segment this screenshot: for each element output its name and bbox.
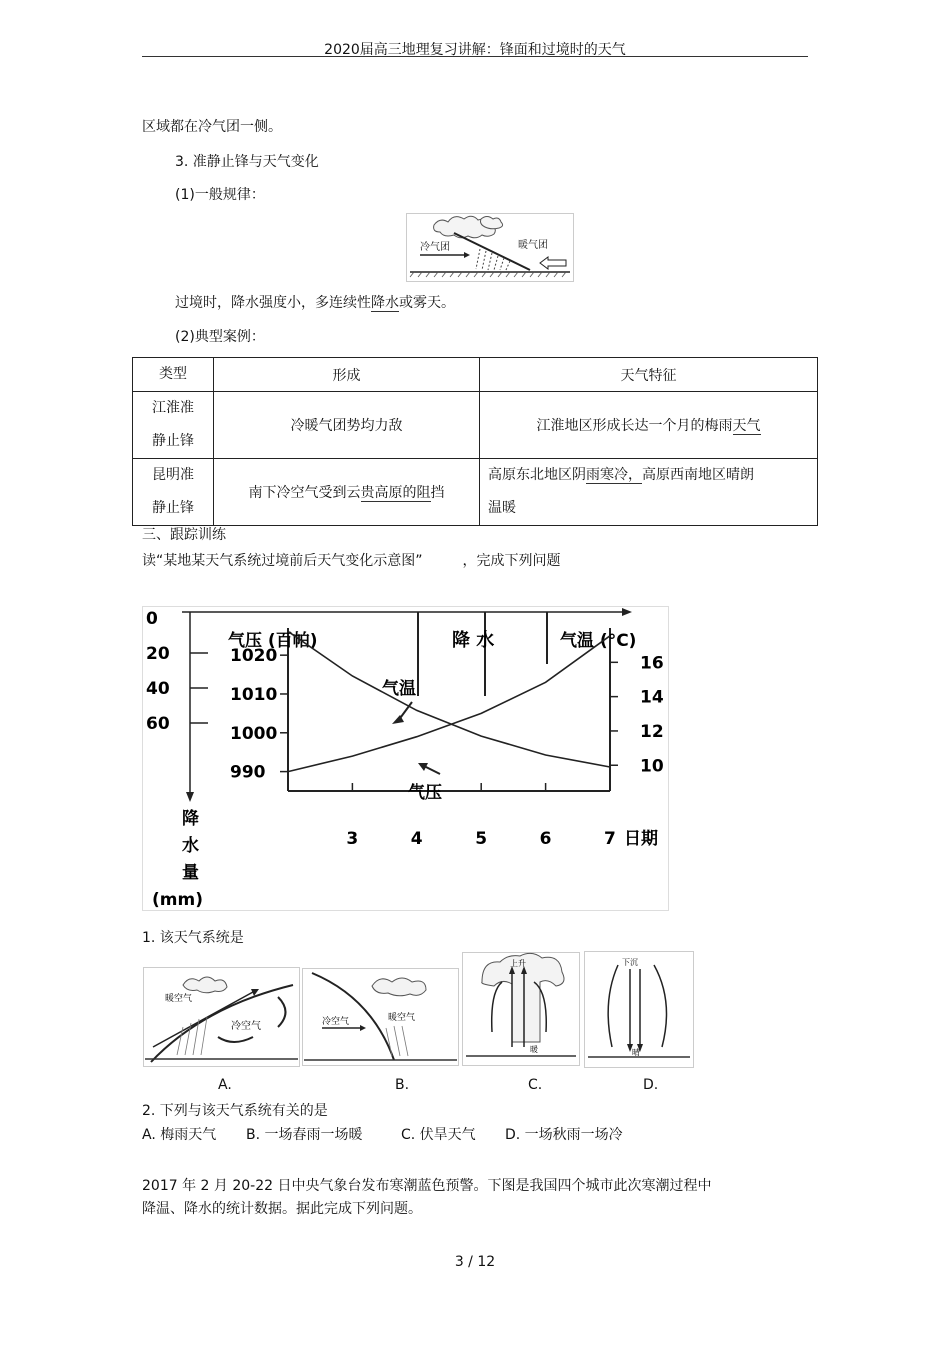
temperature-axis-title: 气温 (°C) — [560, 631, 637, 651]
precip-tick-label: 20 — [146, 644, 170, 664]
practice-heading: 三、跟踪训练 — [142, 527, 226, 543]
date-tick-label: 6 — [539, 829, 552, 849]
q2-option-b: B. 一场春雨一场暖 — [246, 1127, 363, 1143]
temperature-tick-label: 10 — [640, 756, 664, 777]
question-2: 2. 下列与该天气系统有关的是 — [142, 1103, 328, 1119]
page-header: 2020届高三地理复习讲解：锋面和过境时的天气 — [324, 42, 626, 58]
passage-line-2: 降温、降水的统计数据。据此完成下列问题。 — [142, 1201, 422, 1217]
front-cases-table — [132, 357, 818, 526]
transit-description: 过境时，降水强度小，多连续性降水或雾天。 — [175, 295, 455, 311]
general-rule-label: (1)一般规律： — [175, 187, 265, 203]
precip-tick-label: 0 — [146, 609, 158, 629]
table-header-formation: 形成 — [214, 358, 480, 392]
option-d-label: D. — [643, 1077, 659, 1093]
precip-axis-label: 水 — [182, 836, 199, 856]
option-c-figure — [462, 952, 580, 1066]
row-type-line: 江淮准 — [152, 400, 194, 416]
precip-tick-label: 40 — [146, 679, 170, 699]
option-b-figure — [302, 968, 459, 1066]
typical-cases-label: (2)典型案例： — [175, 329, 265, 345]
section-heading: 3. 准静止锋与天气变化 — [175, 154, 319, 170]
date-tick-label: 7 — [604, 829, 616, 849]
precip-axis-label: (mm) — [152, 890, 203, 910]
pressure-tick-label: 1020 — [230, 646, 278, 667]
ground-label: 晴 — [632, 1048, 640, 1057]
date-tick-label: 3 — [346, 829, 359, 849]
intro-continuation: 区域都在冷气团一侧。 — [142, 119, 282, 135]
precip-bar-label: 降 水 — [452, 630, 495, 651]
option-d-figure — [584, 951, 694, 1068]
precip-axis-label: 降 — [182, 809, 199, 829]
row-type-line: 静止锋 — [152, 500, 194, 516]
chart-background — [143, 607, 669, 911]
temperature-tick-label: 16 — [640, 653, 664, 674]
warm-air-mass-label: 暖气团 — [518, 240, 548, 251]
cold-air-label: 冷空气 — [322, 1017, 350, 1027]
ground-label: 暖 — [530, 1045, 538, 1054]
stationary-front-diagram — [406, 213, 574, 283]
pressure-tick-label: 1010 — [230, 684, 278, 705]
date-tick-label: 5 — [475, 829, 488, 849]
pressure-tick-label: 990 — [230, 762, 266, 783]
table-row — [133, 459, 818, 526]
table-header-weather: 天气特征 — [480, 358, 818, 392]
row-type-line: 昆明准 — [152, 467, 194, 483]
warm-air-label: 暖空气 — [388, 1013, 416, 1023]
rising-label: 上升 — [510, 959, 526, 968]
pressure-tick-label: 1000 — [230, 723, 278, 744]
option-c-label: C. — [528, 1077, 543, 1093]
table-header-type: 类型 — [133, 358, 214, 392]
row-weather: 江淮地区形成长达一个月的梅雨天气 — [480, 392, 818, 459]
date-axis-label: 日期 — [624, 829, 658, 849]
weather-change-chart — [142, 606, 669, 911]
precip-axis-label: 量 — [182, 863, 199, 883]
page-number: 3 / 12 — [454, 1254, 496, 1270]
row-weather: 高原东北地区阴雨寒冷，高原西南地区晴朗 温暖 — [480, 459, 818, 526]
temperature-series-label: 气温 — [382, 679, 416, 699]
pressure-axis-title: 气压 (百帕) — [228, 631, 318, 651]
precip-tick-label: 60 — [146, 714, 170, 734]
cold-air-mass-label: 冷气团 — [420, 242, 450, 253]
sinking-label: 下沉 — [622, 958, 638, 967]
pressure-series-label: 气压 — [408, 783, 442, 803]
option-a-label: A. — [218, 1077, 232, 1093]
q2-option-d: D. 一场秋雨一场冷 — [505, 1127, 623, 1143]
temperature-tick-label: 12 — [640, 721, 664, 742]
passage-line-1: 2017 年 2 月 20-22 日中央气象台发布寒潮蓝色预警。下图是我国四个城市此次寒潮过程中 — [142, 1178, 712, 1194]
option-a-figure — [143, 967, 300, 1067]
temperature-tick-label: 14 — [640, 687, 664, 708]
row-formation: 冷暖气团势均力敌 — [214, 392, 480, 459]
q2-option-a: A. 梅雨天气 — [142, 1127, 217, 1143]
warm-air-label: 暖空气 — [165, 994, 193, 1004]
q2-option-c: C. 伏旱天气 — [401, 1127, 476, 1143]
table-row — [133, 392, 818, 459]
cold-air-label: 冷空气 — [231, 1021, 261, 1032]
date-tick-label: 4 — [410, 829, 423, 849]
option-b-label: B. — [395, 1077, 410, 1093]
row-type-line: 静止锋 — [152, 433, 194, 449]
question-1: 1. 该天气系统是 — [142, 930, 244, 946]
practice-prompt: 读“某地某天气系统过境前后天气变化示意图” ，完成下列问题 — [142, 553, 561, 569]
header-divider — [142, 56, 808, 57]
row-formation: 南下冷空气受到云贵高原的阻挡 — [214, 459, 480, 526]
